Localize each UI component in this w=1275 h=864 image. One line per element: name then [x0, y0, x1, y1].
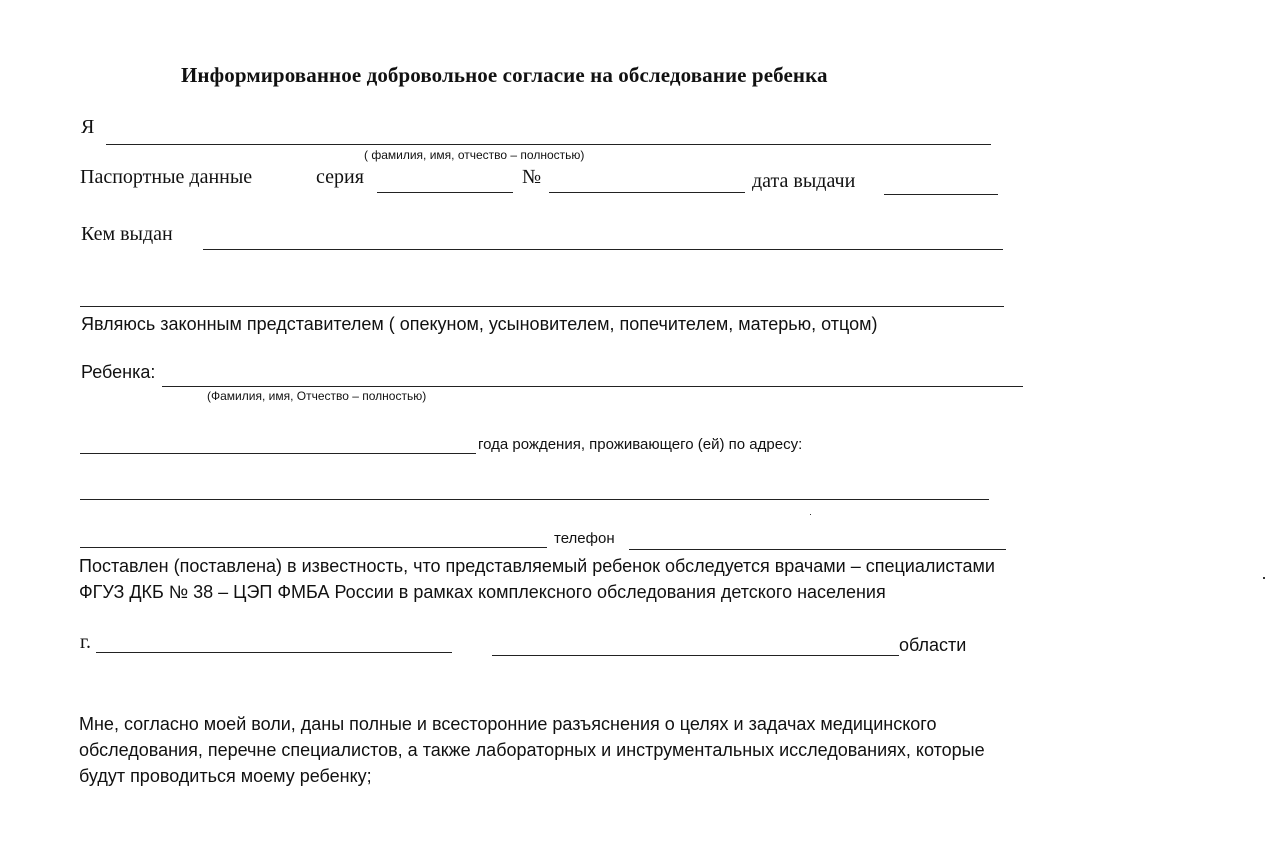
number-line[interactable]	[549, 192, 745, 193]
address-line-1[interactable]	[80, 499, 989, 500]
birth-year-line[interactable]	[80, 453, 476, 454]
informed-line-2: ФГУЗ ДКБ № 38 – ЦЭП ФМБА России в рамках комплексного обследования детского населения	[79, 582, 886, 602]
passport-label: Паспортные данные	[80, 166, 253, 188]
phone-label: телефон	[554, 530, 615, 547]
issued-by-label-text: Кем выдан	[81, 223, 173, 245]
issued-by-line-2[interactable]	[80, 306, 1004, 307]
representative-text: Являюсь законным представителем ( опекуном, усыновителем, попечителем, матерью, отцом)	[81, 314, 878, 334]
region-line[interactable]	[492, 655, 899, 656]
scan-speck	[1263, 577, 1265, 579]
child-label: Ребенка:	[81, 362, 156, 382]
child-fio-hint: (Фамилия, имя, Отчество – полностью)	[207, 389, 427, 403]
series-line[interactable]	[377, 192, 513, 193]
city-line[interactable]	[96, 652, 452, 653]
address-line-2[interactable]	[80, 547, 547, 548]
scan-speck	[810, 514, 811, 515]
fio-line[interactable]	[106, 144, 991, 145]
issue-date-label: дата выдачи	[752, 170, 856, 192]
issue-date-line[interactable]	[884, 194, 998, 195]
phone-line[interactable]	[629, 549, 1006, 550]
child-fio-line[interactable]	[162, 386, 1023, 387]
form-title: Информированное добровольное согласие на обследование ребенка	[181, 63, 828, 87]
fio-hint: ( фамилия, имя, отчество – полностью)	[364, 148, 585, 162]
series-label: серия	[316, 166, 364, 188]
number-label: №	[522, 166, 542, 188]
city-label: г.	[80, 631, 91, 653]
ya-label: Я	[81, 116, 95, 138]
informed-line-1: Поставлен (поставлена) в известность, что представляемый ребенок обследуется врачами – специалистами	[79, 556, 995, 576]
consent-line-3: будут проводиться моему ребенку;	[79, 766, 372, 786]
issued-by-line[interactable]	[203, 249, 1003, 250]
birth-year-text: года рождения, проживающего (ей) по адресу:	[478, 436, 803, 453]
region-label: области	[899, 635, 967, 655]
consent-line-1: Мне, согласно моей воли, даны полные и всесторонние разъяснения о целях и задачах медицинского	[79, 714, 937, 734]
consent-line-2: обследования, перечне специалистов, а также лабораторных и инструментальных исследованиях, которые	[79, 740, 985, 760]
